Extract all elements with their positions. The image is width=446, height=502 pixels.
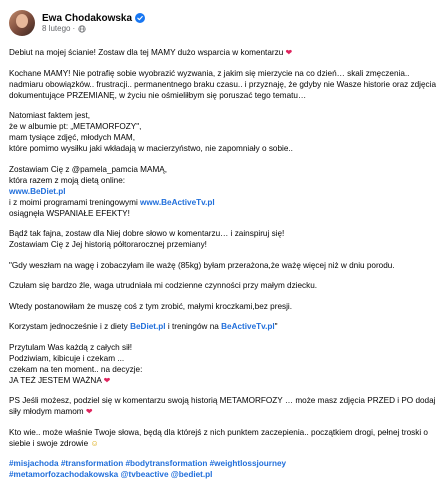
paragraph-5: Bądź tak fajna, zostaw dla Niej dobre słowo w komentarzu… i zainspiruj się! Zostawiam Cię z Jej historią półtorarocznej przemiany!: [9, 229, 285, 249]
author-block: [42, 13, 145, 34]
verified-badge-icon: [135, 13, 145, 23]
paragraph-4: [9, 164, 437, 219]
paragraph-1-text: Debiut na mojej ścianie! Zostaw dla tej MAMY dużo wsparcia w komentarzu: [9, 48, 284, 57]
paragraph-2: Kochane MAMY! Nie potrafię sobie wyobrazić wyzwania, z jakim się mierzycie na co dzień… skali zmęczenia.. nadmiaru obowiązków.. frustracji.. permanentnego braku czasu.. i przyznaję, że gdyby nie Wasze historie oraz zdjęcia dokumentujące PRZEMIANĘ, w życiu nie ośmieliłbym się poruszać tego tematu…: [9, 68, 437, 100]
red-heart-emoji: ❤: [85, 407, 93, 416]
bediet-link[interactable]: www.BeDiet.pl: [9, 186, 66, 196]
paragraph-8: Wtedy postanowiłam że muszę coś z tym zrobić, małymi kroczkami,bez presji.: [9, 301, 293, 311]
paragraph-9: [9, 321, 437, 332]
author-avatar[interactable]: [9, 10, 35, 36]
paragraph-12: [9, 427, 437, 449]
paragraph-12-text: Kto wie.. może właśnie Twoje słowa, będą dla którejś z nich punktem zaczepienia.. początkiem drogi, pełnej troski o siebie i swoje zdrowie: [9, 427, 428, 448]
date-separator: ·: [72, 24, 76, 34]
paragraph-7: Czułam się bardzo źle, waga utrudniała mi codzienne czynności przy małym dziecku.: [9, 281, 318, 290]
paragraph-1: [9, 47, 437, 58]
post-header: [9, 6, 437, 40]
paragraph-11-text: PS Jeśli możesz, podziel się w komentarzu swoją historią METAMORFOZY … może masz zdjęcia PRZED i PO dodaj siły młodym mamom: [9, 396, 436, 416]
post-date[interactable]: 8 lutego: [42, 24, 71, 34]
author-name[interactable]: Ewa Chodakowska: [42, 12, 133, 24]
paragraph-9a: Korzystam jednocześnie i z diety: [9, 322, 128, 331]
paragraph-9b: i treningów na: [167, 322, 219, 331]
paragraph-10-text: Przytulam Was każdą z całych sił! Podziwiam, kibicuje i czekam ... czekam na ten moment.. na decyzje: JA TEŻ JESTEM WAŻNA: [9, 342, 143, 385]
beactivetv-link[interactable]: www.BeActiveTv.pl: [140, 197, 215, 207]
paragraph-9c: ": [274, 322, 278, 331]
hashtags-line-2b[interactable]: @tvbeactive @bediet.pl: [120, 470, 213, 479]
beactivetv-link-2[interactable]: BeActiveTv.pl: [221, 322, 275, 331]
paragraph-11: [9, 395, 437, 417]
red-heart-emoji: ❤: [103, 375, 111, 385]
author-row: [42, 13, 145, 25]
hashtags-line-2a[interactable]: #metamorfozachodakowska: [9, 470, 119, 479]
hashtags: [9, 458, 437, 480]
hashtags-line-1[interactable]: #misjachoda #transformation #bodytransformation #weightlossjourney: [9, 459, 287, 468]
globe-icon: [78, 25, 86, 33]
paragraph-4a: Zostawiam Cię z @pamela_pamcia MAMĄ, która razem z moją dietą online:: [9, 164, 168, 185]
date-row: [42, 24, 145, 33]
paragraph-4b: i z moimi programami treningowymi: [9, 197, 138, 207]
post-body: [9, 47, 437, 480]
smiling-face-emoji: ☺: [90, 438, 99, 448]
paragraph-4c: osiągnęła WSPANIAŁE EFEKTY!: [9, 208, 130, 218]
bediet-link-2[interactable]: BeDiet.pl: [130, 322, 166, 331]
paragraph-10: [9, 342, 437, 386]
paragraph-6: "Gdy weszłam na wagę i zobaczyłam ile ważę (85kg) byłam przerażona,że ważę więcej niż w dniu porodu.: [9, 260, 395, 270]
red-heart-emoji: ❤: [285, 48, 293, 57]
paragraph-3: Natomiast faktem jest, że w albumie pt: „METAMORFOZY", mam tysiące zdjęć, młodych MAM, które pomimo wysiłku jaki wkładają w macierzyństwo, nie zapomniały o sobie..: [9, 111, 293, 153]
